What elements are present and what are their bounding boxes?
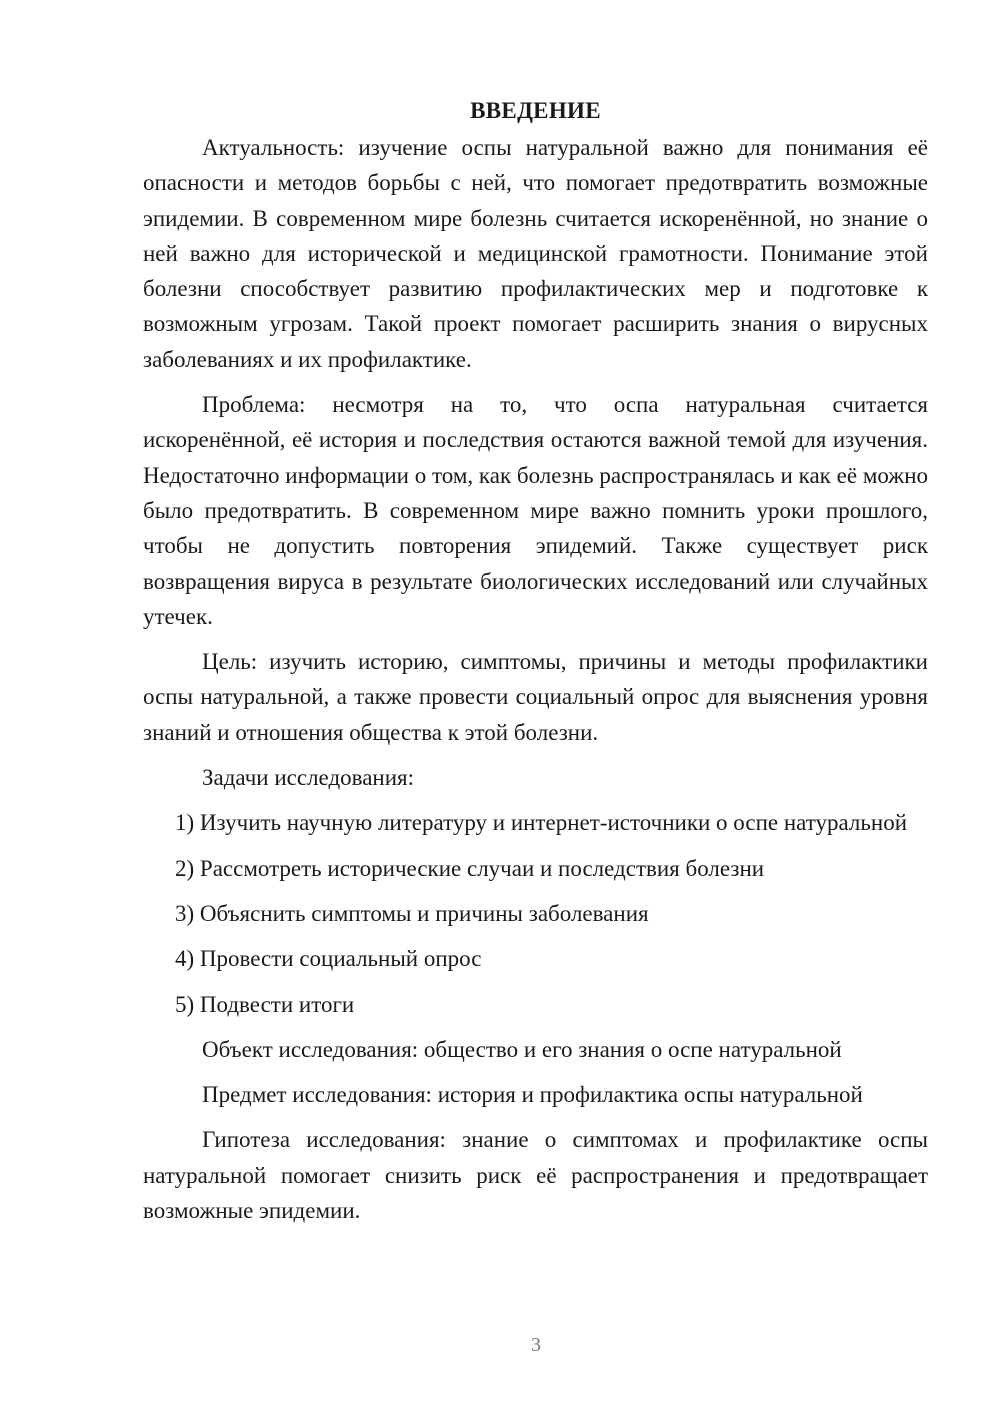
relevance-paragraph: Актуальность: изучение оспы натуральной важно для понимания её опасности и методов борьбы с ней, что помогает предотвратить возможные эпидемии. В современном мире болезнь считается искоренённой, но знание о ней важно для исторической и медицинской грамотности. Понимание этой болезни способствует развитию профилактических мер и подготовке к возможным угрозам. Такой проект помогает расширить знания о вирусных заболеваниях и их профилактике.: [143, 135, 928, 372]
task-item: 5) Подвести итоги: [175, 991, 355, 1017]
document-body: [143, 96, 928, 1238]
problem-paragraph: Проблема: несмотря на то, что оспа натуральная считается искоренённой, её история и последствия остаются важной темой для изучения. Недостаточно информации о том, как болезнь распространялась и как её можно было предотвратить. В современном мире важно помнить уроки прошлого, чтобы не допустить повторения эпидемий. Также существует риск возвращения вируса в результате биологических исследований или случайных утечек.: [143, 392, 928, 629]
section-title: ВВЕДЕНИЕ: [470, 98, 601, 123]
goal-paragraph: Цель: изучить историю, симптомы, причины и методы профилактики оспы натуральной, а также провести социальный опрос для выяснения уровня знаний и отношения общества к этой болезни.: [143, 649, 928, 745]
tasks-label: Задачи исследования:: [202, 765, 415, 791]
task-item: 3) Объяснить симптомы и причины заболевания: [175, 900, 649, 926]
object-paragraph: Объект исследования: общество и его знания о оспе натуральной: [202, 1036, 842, 1062]
hypothesis-paragraph: Гипотеза исследования: знание о симптомах и профилактике оспы натуральной помогает снизить риск её распространения и предотвращает возможные эпидемии.: [143, 1127, 928, 1224]
tasks-list: [143, 805, 928, 1021]
task-item: 4) Провести социальный опрос: [175, 946, 482, 972]
subject-paragraph: Предмет исследования: история и профилактика оспы натуральной: [202, 1082, 863, 1108]
page-number: 3: [531, 1334, 541, 1356]
task-item: 1) Изучить научную литературу и интернет-источники о оспе натуральной: [175, 810, 908, 836]
task-item: 2) Рассмотреть исторические случаи и последствия болезни: [175, 855, 765, 881]
